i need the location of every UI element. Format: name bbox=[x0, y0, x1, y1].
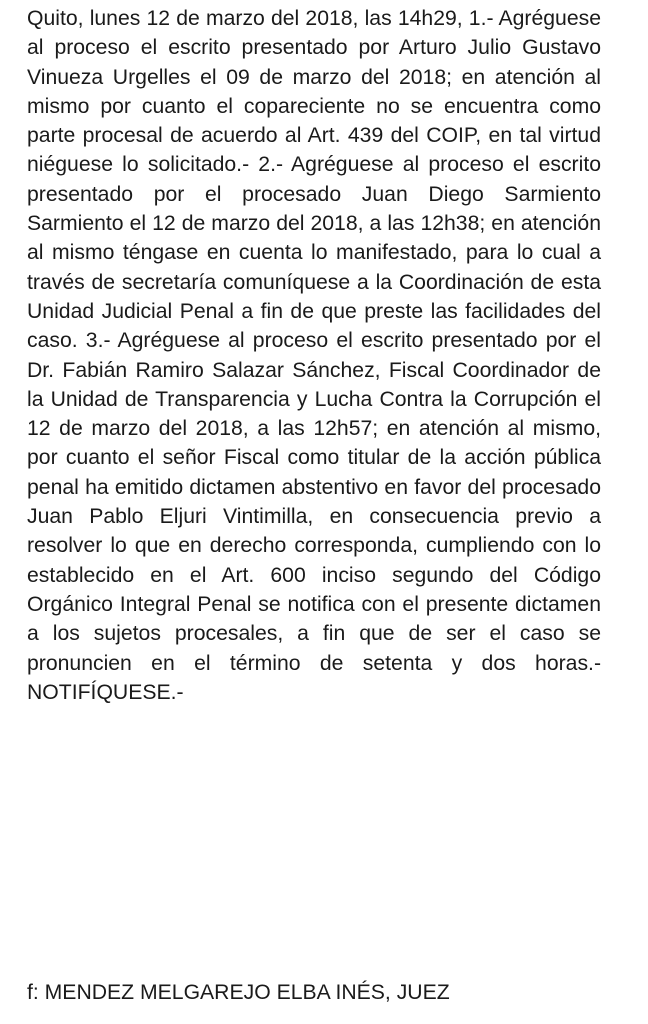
judge-signature-line: f: MENDEZ MELGAREJO ELBA INÉS, JUEZ bbox=[27, 981, 450, 1004]
court-order-text: Quito, lunes 12 de marzo del 2018, las 14h29, 1.- Agréguese al proceso el escrito presentado por Arturo Julio Gustavo Vinueza Urgelles el 09 de marzo del 2018; en atención al mismo por cuanto el copareciente no se encuentra como parte procesal de acuerdo al Art. 439 del COIP, en tal virtud niéguese lo solicitado.- 2.- Agréguese al proceso el escrito presentado por el procesado Juan Diego Sarmiento Sarmiento el 12 de marzo del 2018, a las 12h38; en atención al mismo téngase en cuenta lo manifestado, para lo cual a través de secretaría comuníquese a la Coordinación de esta Unidad Judicial Penal a fin de que preste las facilidades del caso. 3.- Agréguese al proceso el escrito presentado por el Dr. Fabián Ramiro Salazar Sánchez, Fiscal Coordinador de la Unidad de Transparencia y Lucha Contra la Corrupción el 12 de marzo del 2018, a las 12h57; en atención al mismo, por cuanto el señor Fiscal como titular de la acción pública penal ha emitido dictamen abstentivo en favor del procesado Juan Pablo Eljuri Vintimilla, en consecuencia previo a resolver lo que en derecho corresponda, cumpliendo con lo establecido en el Art. 600 inciso segundo del Código Orgánico Integral Penal se notifica con el presente dictamen a los sujetos procesales, a fin que de ser el caso se pronuncien en el término de setenta y dos horas.- NOTIFÍQUESE.- bbox=[27, 7, 601, 704]
